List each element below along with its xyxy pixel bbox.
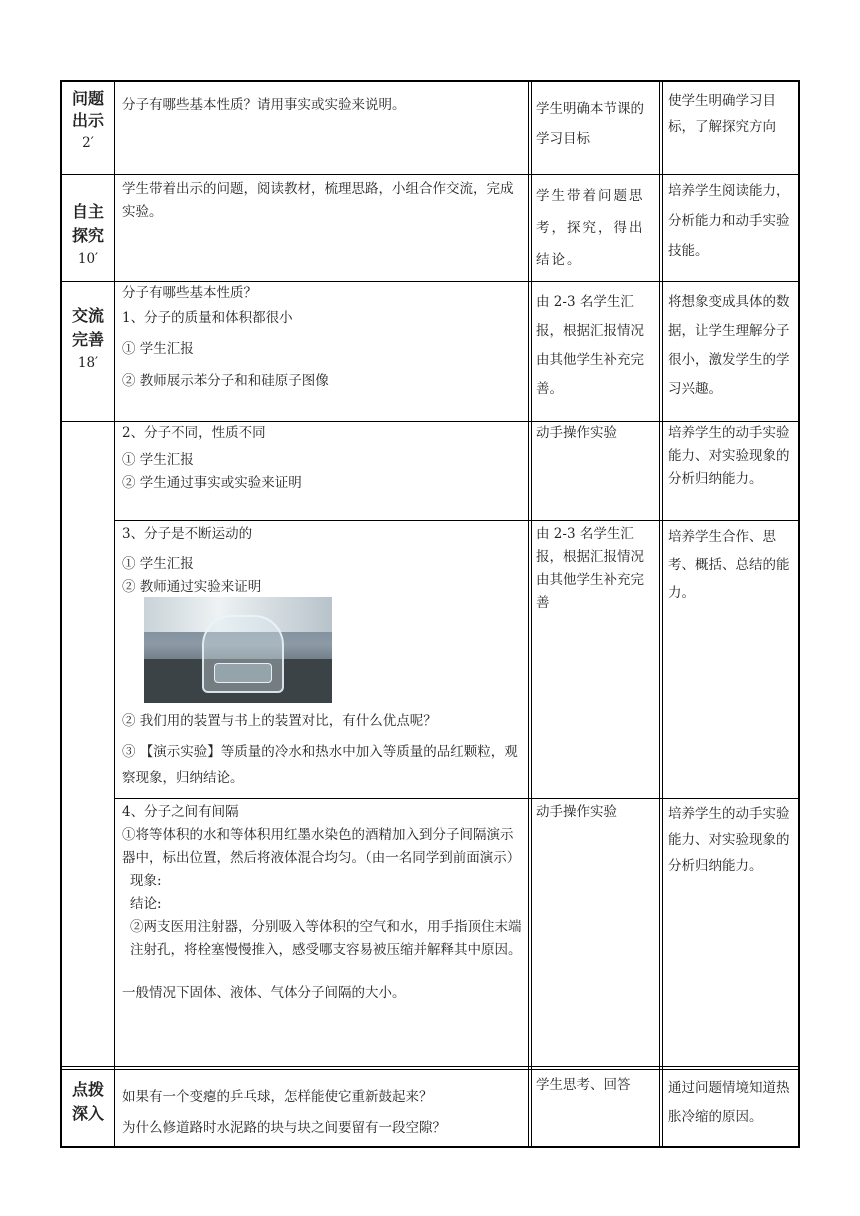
experiment-photo (144, 597, 332, 703)
content-line: ① 学生汇报 (122, 556, 194, 572)
row7-purpose: 通过问题情境知道热胀冷缩的原因。 (668, 1080, 790, 1125)
content-line: ①将等体积的水和等体积用红墨水染色的酒精加入到分子间隔演示器中，标出位置，然后将液体混合均匀。（由一名同学到前面演示） (122, 827, 521, 866)
row6-purpose: 培养学生的动手实验能力、对实验现象的分析归纳能力。 (668, 806, 790, 874)
stage-time: 10′ (77, 251, 99, 267)
content-line: 分子有哪些基本性质？ (122, 285, 257, 301)
row1-content: 分子有哪些基本性质？请用事实或实验来说明。 (122, 97, 406, 113)
row6-content (122, 801, 522, 1005)
row5-purpose: 培养学生合作、思考、概括、总结的能力。 (668, 529, 790, 601)
stage-time: 2′ (82, 135, 94, 151)
content-line: ② 我们用的装置与书上的装置对比，有什么优点呢？ (122, 713, 437, 729)
row-divider (62, 174, 798, 175)
row-divider (62, 1069, 798, 1070)
content-line: ② 教师展示苯分子和和硅原子图像 (122, 373, 329, 389)
row2-student-activity: 学生带着问题思考，探究，得出结论。 (536, 188, 645, 268)
content-line: 1、分子的质量和体积都很小 (122, 310, 293, 326)
row4-purpose: 培养学生的动手实验能力、对实验现象的分析归纳能力。 (668, 425, 790, 487)
column-divider (528, 82, 529, 1146)
row3-student-activity: 由 2-3 名学生汇报，根据汇报情况由其他学生补充完善。 (536, 294, 644, 397)
content-line: 一般情况下固体、液体、气体分子间隔的大小。 (122, 985, 406, 1001)
content-line: 为什么修道路时水泥路的块与块之间要留有一段空隙？ (122, 1120, 446, 1136)
stage-label-exchange: 交流完善 18′ (62, 304, 114, 374)
row6-student-activity: 动手操作实验 (536, 804, 617, 820)
content-line: 2、分子不同，性质不同 (122, 425, 266, 441)
lesson-plan-table (60, 80, 800, 1148)
row5-content-continued (122, 710, 522, 791)
content-line: 结论: (130, 896, 162, 912)
row2-content: 学生带着出示的问题，阅读教材，梳理思路，小组合作交流，完成实验。 (122, 181, 514, 220)
content-line: ②两支医用注射器，分别吸入等体积的空气和水，用手指顶住末端注射孔，将栓塞慢慢推入，感受哪支容易被压缩并解释其中原因。 (130, 919, 522, 958)
column-divider (659, 82, 660, 1146)
row2-purpose: 培养学生阅读能力，分析能力和动手实验技能。 (668, 183, 790, 259)
column-divider (662, 82, 663, 1146)
row7-content (122, 1086, 522, 1140)
row5-content (122, 523, 522, 599)
row1-purpose: 使学生明确学习目标，了解探究方向 (668, 93, 776, 135)
row4-student-activity: 动手操作实验 (536, 425, 617, 441)
stage-label-self-study: 自主探究 10′ (62, 200, 114, 270)
content-line: ② 学生通过事实或实验来证明 (122, 475, 302, 491)
row-divider (114, 798, 798, 799)
row3-content (122, 282, 522, 393)
stage-label-guidance: 点拨深入 (71, 1080, 104, 1123)
content-line: 如果有一个变瘪的乒乓球，怎样能使它重新鼓起来？ (122, 1089, 433, 1105)
row3-purpose: 将想象变成具体的数据，让学生理解分子很小，激发学生的学习兴趣。 (668, 294, 790, 397)
stage-label-problem: 问题出示 2′ (62, 88, 114, 154)
stage-time: 18′ (77, 355, 99, 371)
content-line: ② 教师通过实验来证明 (122, 579, 262, 595)
row-divider (114, 520, 798, 521)
column-divider (531, 82, 532, 1146)
content-line: 4、分子之间有间隔 (122, 804, 239, 820)
content-line: 现象: (130, 873, 162, 889)
row7-student-activity: 学生思考、回答 (536, 1077, 631, 1093)
row-divider (62, 1066, 798, 1067)
content-line: ③ 【演示实验】等质量的冷水和热水中加入等质量的品红颗粒，观察现象，归纳结论。 (122, 744, 518, 786)
row4-content (122, 422, 522, 495)
content-line: ① 学生汇报 (122, 452, 194, 468)
row5-student-activity: 由 2-3 名学生汇报，根据汇报情况由其他学生补充完善 (536, 526, 644, 611)
column-divider (114, 82, 115, 1146)
content-line: 3、分子是不断运动的 (122, 526, 253, 542)
row1-student-activity: 学生明确本节课的学习目标 (536, 101, 644, 147)
content-line: ① 学生汇报 (122, 341, 194, 357)
